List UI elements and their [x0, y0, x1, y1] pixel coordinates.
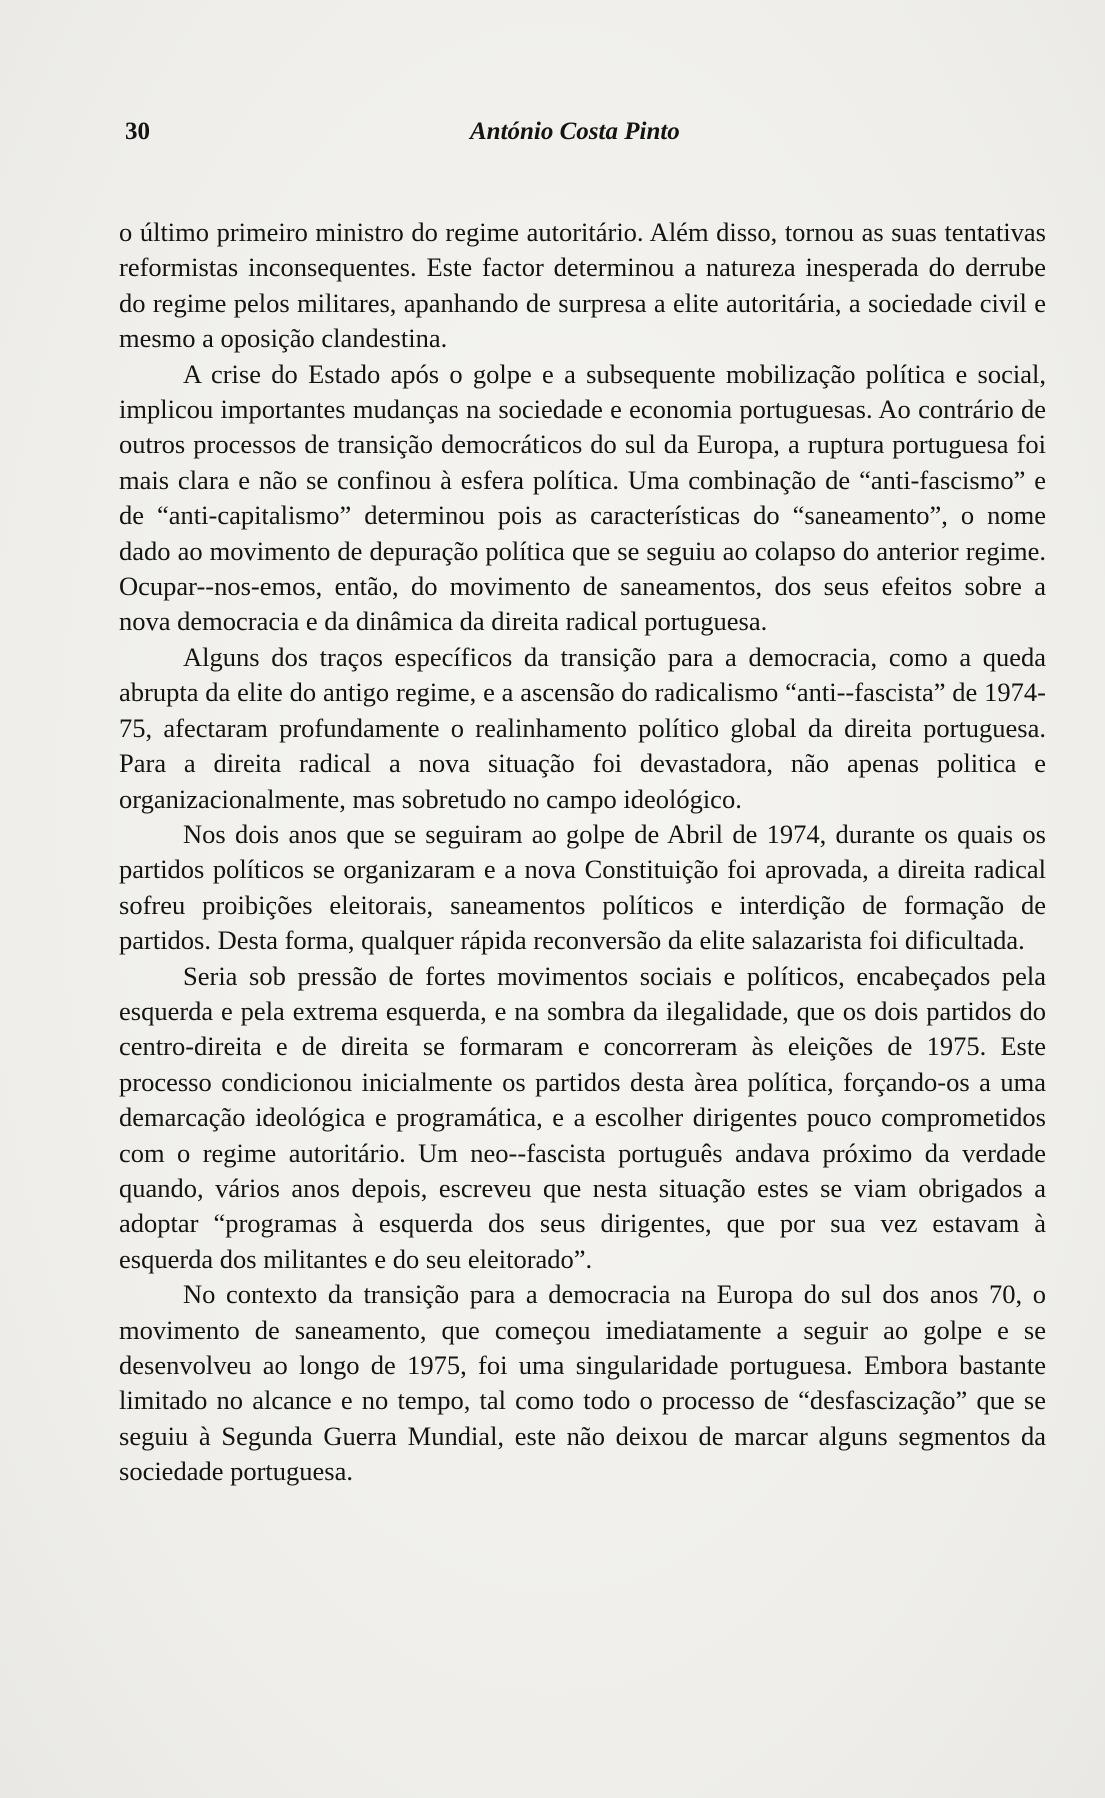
body-text: [119, 215, 1046, 1490]
paragraph: A crise do Estado após o golpe e a subsequente mobilização política e social, implicou importantes mudanças na sociedade e economia portuguesas. Ao contrário de outros processos de transição democráticos do sul da Europa, a ruptura portuguesa foi mais clara e não se confinou à esfera política. Uma combinação de “anti-fascismo” e de “anti-capitalismo” determinou pois as características do “saneamento”, o nome dado ao movimento de depuração política que se seguiu ao colapso do anterior regime. Ocupar--nos-emos, então, do movimento de saneamentos, dos seus efeitos sobre a nova democracia e da dinâmica da direita radical portuguesa.: [119, 358, 1046, 637]
page-header: [125, 118, 1005, 158]
paragraph: No contexto da transição para a democracia na Europa do sul dos anos 70, o movimento de saneamento, que começou imediatamente a seguir ao golpe e se desenvolveu ao longo de 1975, foi uma singularidade portuguesa. Embora bastante limitado no alcance e no tempo, tal como todo o processo de “desfascização” que se seguiu à Segunda Guerra Mundial, este não deixou de marcar alguns segmentos da sociedade portuguesa.: [119, 1279, 1046, 1487]
running-head-author: António Costa Pinto: [470, 118, 680, 145]
paragraph: Alguns dos traços específicos da transição para a democracia, como a queda abrupta da elite do antigo regime, e a ascensão do radicalismo “anti--fascista” de 1974-75, afectaram profundamente o realinhamento político global da direita portuguesa. Para a direita radical a nova situação foi devastadora, não apenas politica e organizacionalmente, mas sobretudo no campo ideológico.: [119, 641, 1046, 814]
page-number: 30: [125, 118, 150, 145]
paragraph: Nos dois anos que se seguiram ao golpe de Abril de 1974, durante os quais os partidos políticos se organizaram e a nova Constituição foi aprovada, a direita radical sofreu proibições eleitorais, saneamentos políticos e interdição de formação de partidos. Desta forma, qualquer rápida reconversão da elite salazarista foi dificultada.: [119, 818, 1046, 956]
paragraph: Seria sob pressão de fortes movimentos sociais e políticos, encabeçados pela esquerda e pela extrema esquerda, e na sombra da ilegalidade, que os dois partidos do centro-direita e de direita se formaram e concorreram às eleições de 1975. Este processo condicionou inicialmente os partidos desta àrea política, forçando-os a uma demarcação ideológica e programática, e a escolher dirigentes pouco comprometidos com o regime autoritário. Um neo--fascista português andava próximo da verdade quando, vários anos depois, escreveu que nesta situação estes se viam obrigados a adoptar “programas à esquerda dos seus dirigentes, que por sua vez estavam à esquerda dos militantes e do seu eleitorado”.: [119, 960, 1046, 1274]
paragraph-continuation: o último primeiro ministro do regime autoritário. Além disso, tornou as suas tentativas reformistas inconsequentes. Este factor determinou a natureza inesperada do derrube do regime pelos militares, apanhando de surpresa a elite autoritária, a sociedade civil e mesmo a oposição clandestina.: [119, 217, 1046, 354]
